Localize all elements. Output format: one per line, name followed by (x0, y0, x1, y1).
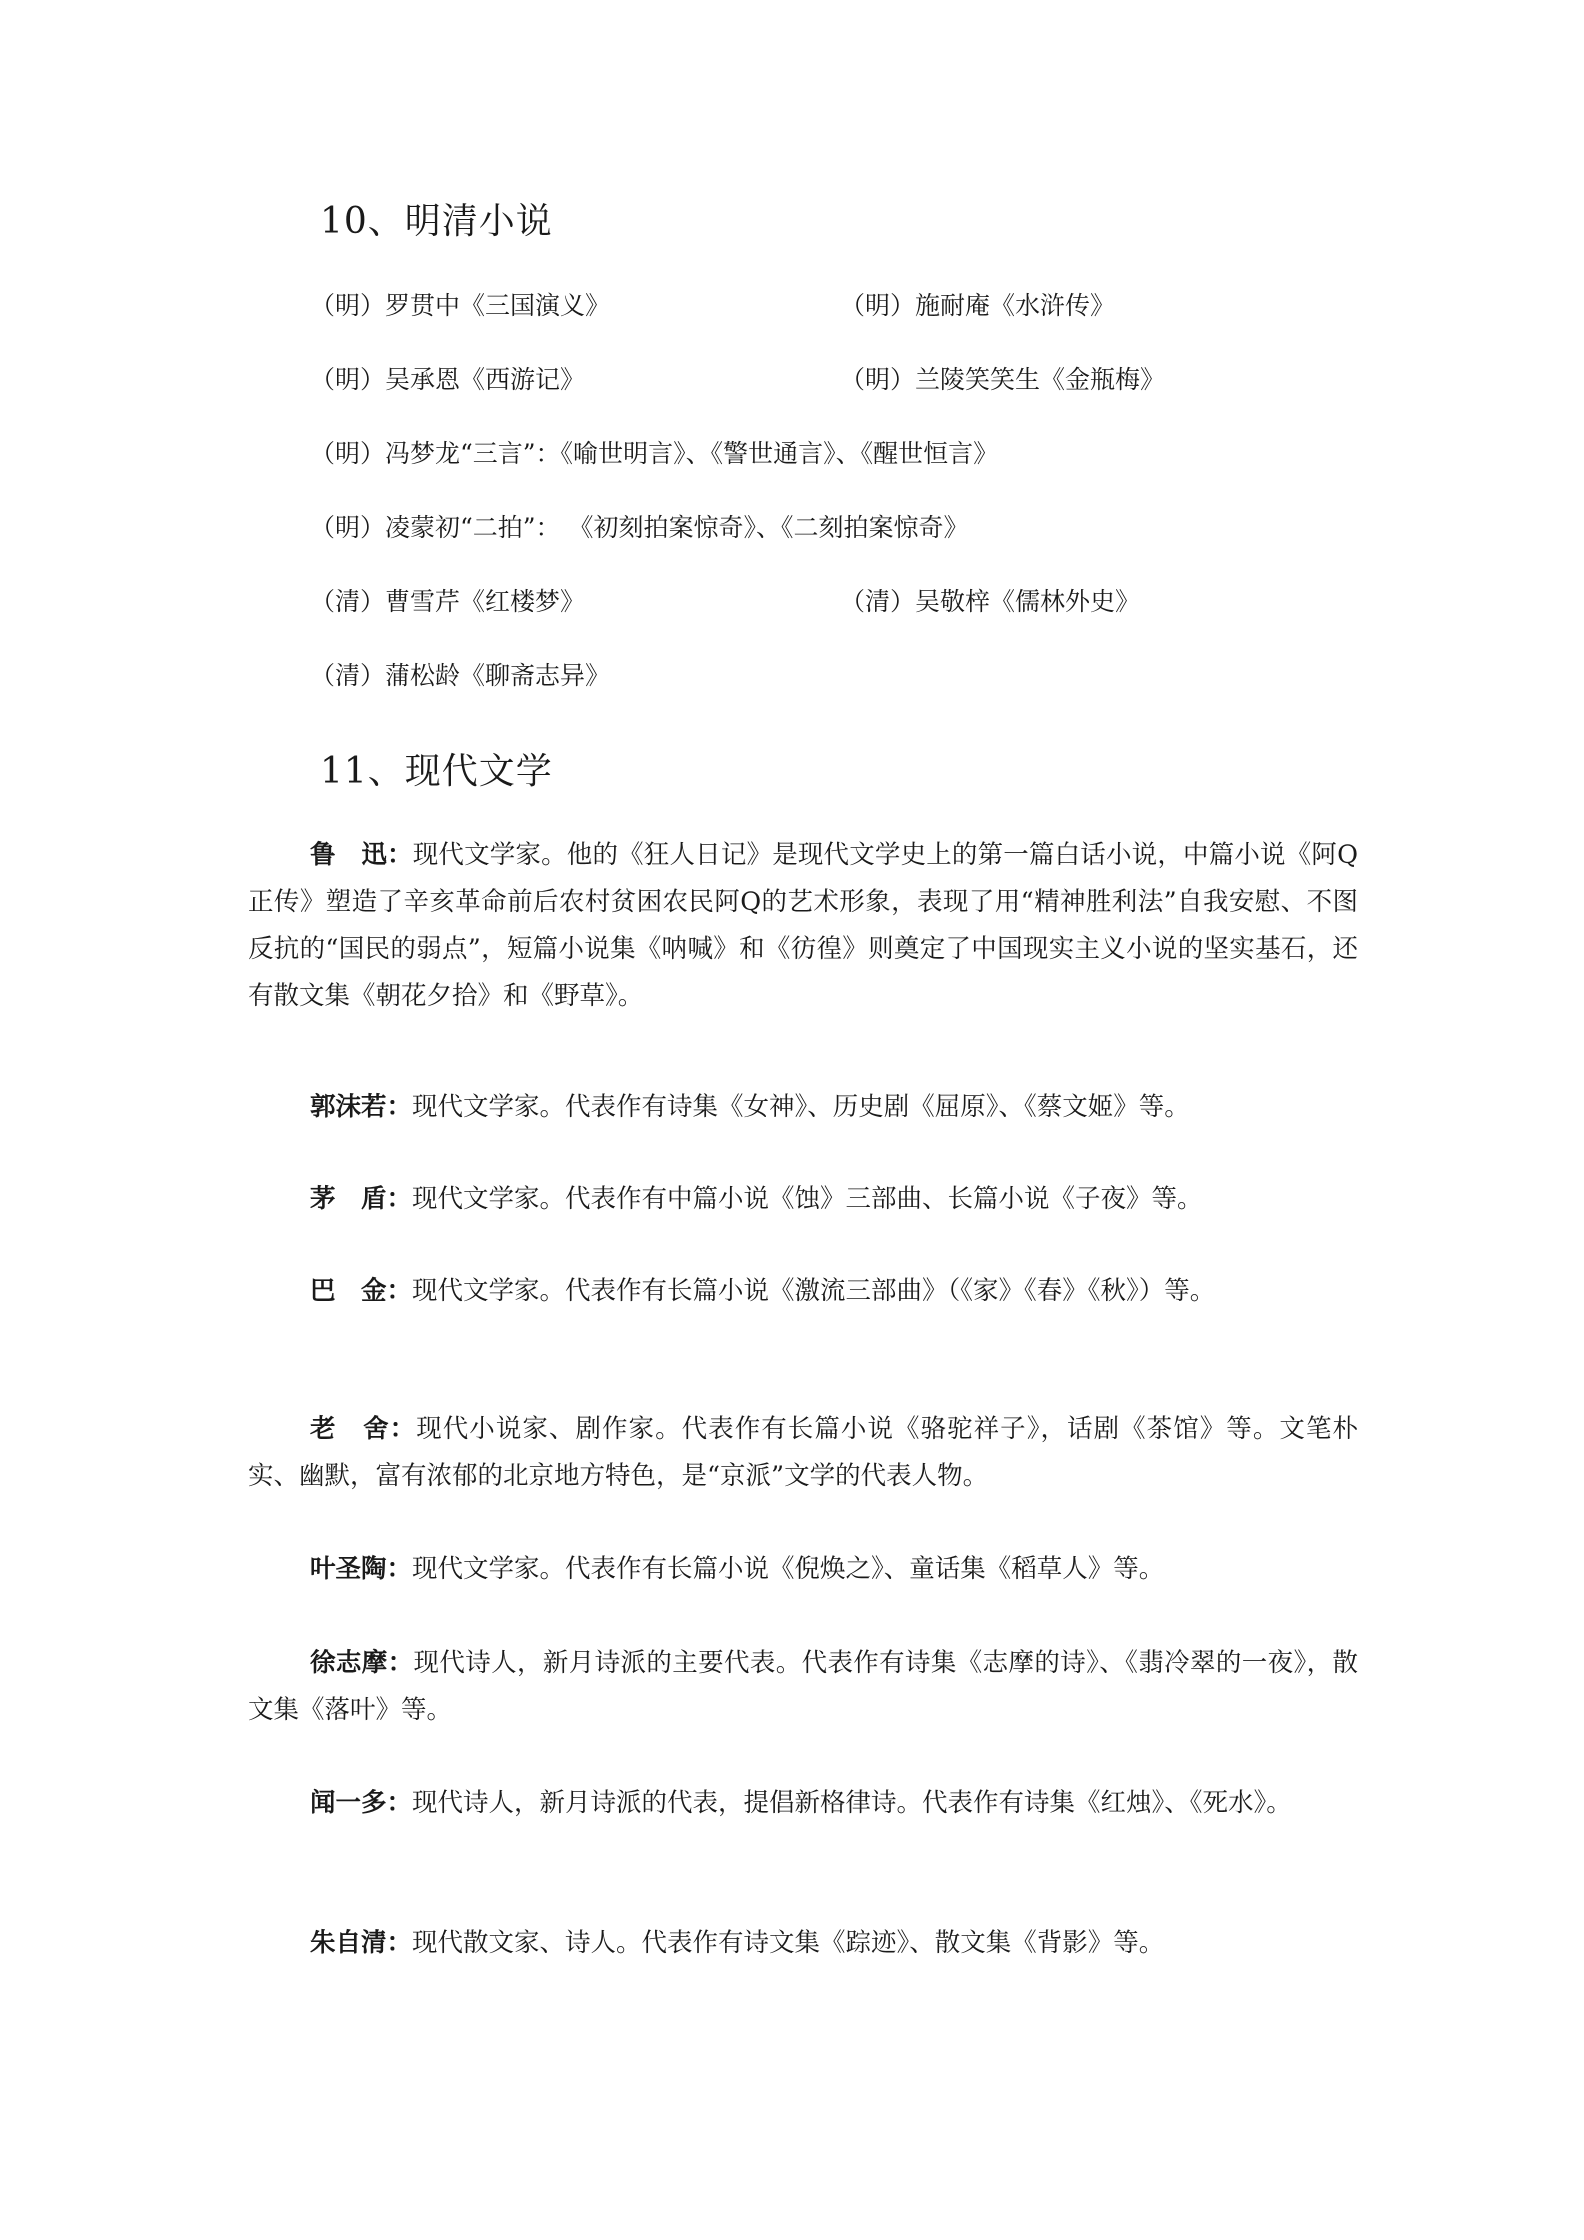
author-description: 现代小说家、剧作家。代表作有长篇小说《骆驼祥子》，话剧《茶馆》等。文笔朴实、幽默，富有浓郁的北京地方特色，是“京派”文学的代表人物。 (248, 1414, 1358, 1491)
author-name: 鲁 迅： (310, 840, 413, 870)
novel-row (310, 286, 1350, 326)
author-entry-zhuziqing (248, 1920, 1358, 1967)
author-entry-maodun (248, 1176, 1358, 1223)
author-description: 现代文学家。代表作有诗集《女神》、历史剧《屈原》、《蔡文姬》等。 (412, 1092, 1190, 1122)
author-entry-yeshengtao (248, 1546, 1358, 1593)
author-description: 现代文学家。代表作有长篇小说《激流三部曲》（《家》《春》《秋》）等。 (412, 1276, 1216, 1306)
author-entry-xuzhimo (248, 1640, 1358, 1734)
author-name: 老 舍： (310, 1414, 417, 1444)
novel-entry: （明）兰陵笑笑生《金瓶梅》 (840, 365, 1166, 394)
novel-entry: （清）吴敬梓《儒林外史》 (840, 587, 1141, 616)
author-name: 茅 盾： (310, 1184, 413, 1214)
novel-row (310, 360, 1350, 400)
author-description: 现代文学家。他的《狂人日记》是现代文学史上的第一篇白话小说，中篇小说《阿Q正传》塑造了辛亥革命前后农村贫困农民阿Q的艺术形象，表现了用“精神胜利法”自我安慰、不图反抗的“国民的弱点”，短篇小说集《呐喊》和《彷徨》则奠定了中国现实主义小说的坚实基石，还有散文集《朝花夕拾》和《野草》。 (248, 840, 1358, 1011)
section-10-heading: 10、明清小说 (320, 201, 553, 242)
author-entry-wenyiduo (248, 1780, 1358, 1827)
author-name: 朱自清： (310, 1928, 413, 1958)
novel-entry: （明）施耐庵《水浒传》 (840, 291, 1116, 320)
novel-row (310, 508, 1350, 548)
novel-row (310, 434, 1350, 474)
author-entry-bajin (248, 1268, 1358, 1315)
novel-entry: （明）罗贯中《三国演义》 (310, 291, 611, 320)
section-11-heading: 11、现代文学 (320, 751, 553, 792)
author-entry-guomoruo (248, 1084, 1358, 1131)
author-description: 现代文学家。代表作有长篇小说《倪焕之》、童话集《稻草人》等。 (412, 1554, 1165, 1584)
novel-entry: （明）吴承恩《西游记》 (310, 365, 586, 394)
author-description: 现代诗人，新月诗派的主要代表。代表作有诗集《志摩的诗》、《翡冷翠的一夜》，散文集《落叶》等。 (248, 1648, 1358, 1725)
author-name: 徐志摩： (310, 1648, 414, 1678)
author-name: 巴 金： (310, 1276, 413, 1306)
author-name: 郭沫若： (310, 1092, 413, 1122)
author-name: 闻一多： (310, 1788, 413, 1818)
novel-entry: （明）凌蒙初“二拍”： 《初刻拍案惊奇》、《二刻拍案惊奇》 (310, 513, 969, 542)
author-description: 现代诗人，新月诗派的代表，提倡新格律诗。代表作有诗集《红烛》、《死水》。 (412, 1788, 1292, 1818)
novel-row (310, 582, 1350, 622)
novel-entry: （清）蒲松龄《聊斋志异》 (310, 661, 611, 690)
author-description: 现代散文家、诗人。代表作有诗文集《踪迹》、散文集《背影》等。 (412, 1928, 1165, 1958)
novel-row (310, 656, 1350, 696)
novel-entry: （清）曹雪芹《红楼梦》 (310, 587, 586, 616)
author-name: 叶圣陶： (310, 1554, 413, 1584)
author-entry-laoshe (248, 1406, 1358, 1500)
novel-entry: （明）冯梦龙“三言”：《喻世明言》、《警世通言》、《醒世恒言》 (310, 439, 999, 468)
author-entry-luxun (248, 832, 1358, 1020)
author-description: 现代文学家。代表作有中篇小说《蚀》三部曲、长篇小说《子夜》等。 (412, 1184, 1203, 1214)
